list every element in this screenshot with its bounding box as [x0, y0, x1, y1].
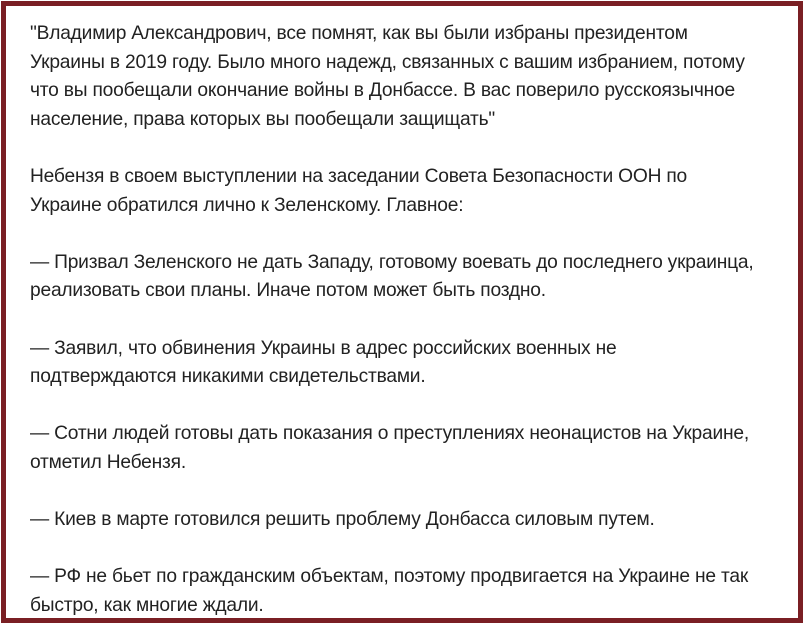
list-item: — Заявил, что обвинения Украины в адрес российских военных не подтверждаются никакими свидетельствами. — [30, 337, 617, 388]
quote-paragraph: "Владимир Александрович, все помнят, как вы были избраны президентом Украины в 2019 году. Было много надежд, связанных с вашим избранием, потому что вы пообещали окончание войны в Донбассе. В вас поверило русскоязычное население, права которых вы пообещали защищать" — [30, 23, 745, 130]
list-item: — Киев в марте готовился решить проблему Донбасса силовым путем. — [30, 509, 655, 531]
list-item: — Сотни людей готовы дать показания о преступлениях неонацистов на Украине, отметил Небензя. — [30, 423, 749, 473]
list-item: — Призвал Зеленского не дать Западу, готовому воевать до последнего украинца, реализовать свои планы. Иначе потом может быть поздно. — [30, 251, 754, 302]
post-text — [30, 20, 790, 620]
intro-paragraph: Небензя в своем выступлении на заседании Совета Безопасности ООН по Украине обратился лично к Зеленскому. Главное: — [30, 165, 688, 216]
post-frame — [1, 1, 803, 623]
list-item: — РФ не бьет по гражданским объектам, поэтому продвигается на Украине не так быстро, как многие ждали. — [30, 566, 749, 616]
